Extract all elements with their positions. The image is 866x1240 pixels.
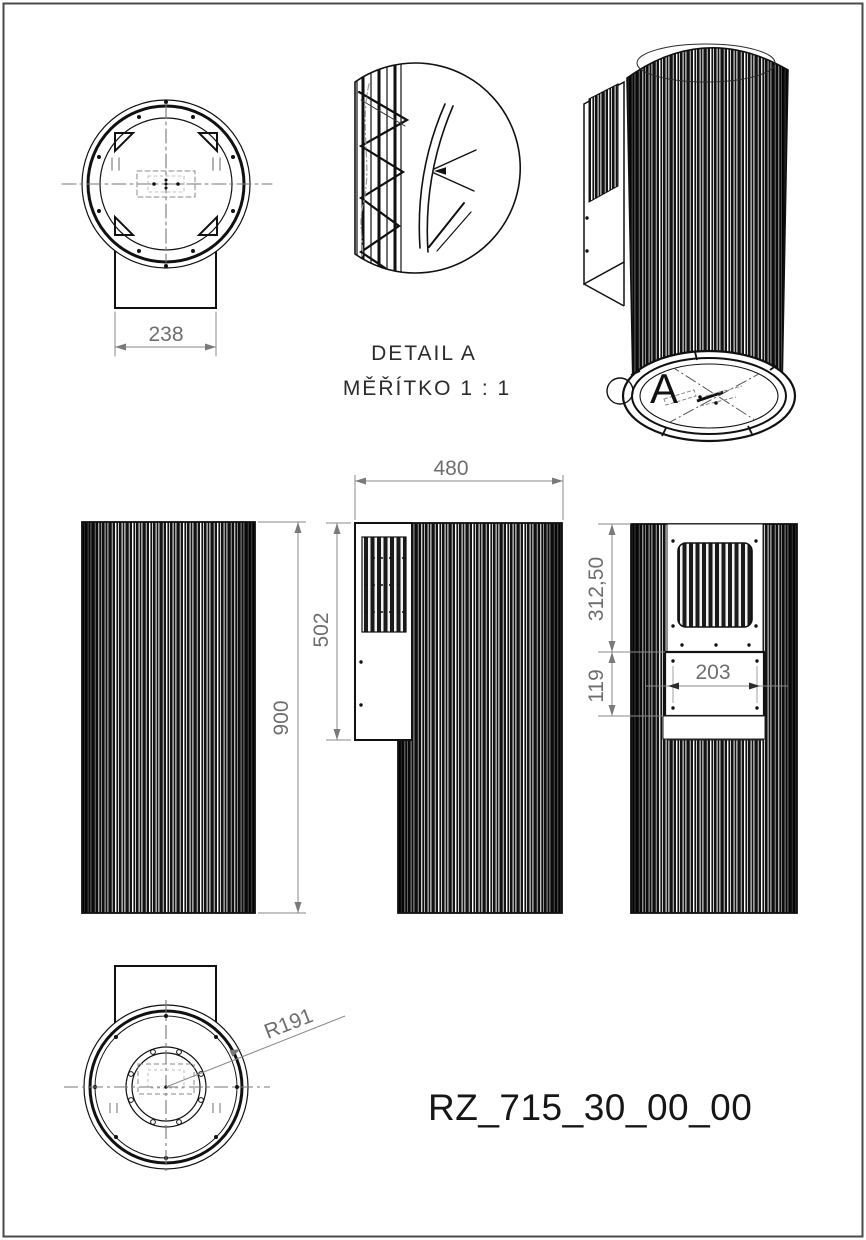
dim-502 — [310, 523, 351, 740]
dim-203-label: 203 — [695, 661, 731, 684]
iso-cylinder-body — [627, 44, 788, 392]
rear-view-vent-grille — [678, 543, 752, 627]
front-view — [82, 522, 306, 913]
dim-900 — [258, 522, 306, 913]
rear-view — [585, 524, 797, 913]
iso-back-plate — [584, 82, 624, 306]
detail-view — [343, 60, 520, 400]
top-view — [62, 100, 272, 356]
dim-480-label: 480 — [433, 457, 469, 480]
detail-view-scale: MĚŘÍTKO 1 : 1 — [342, 377, 512, 400]
part-number-label: RZ_715_30_00_00 — [428, 1087, 753, 1128]
detail-view-label: DETAIL A — [371, 342, 477, 365]
dim-312-50-label: 312,50 — [585, 556, 608, 622]
iso-plate-grille — [589, 84, 618, 202]
iso-view — [584, 44, 795, 441]
dim-238-label: 238 — [148, 323, 184, 346]
side-view-vent-grille — [362, 537, 406, 632]
bottom-view — [64, 966, 345, 1174]
dim-502-label: 502 — [310, 612, 333, 648]
iso-detail-marker-label: A — [649, 365, 679, 412]
dim-900-label: 900 — [270, 700, 293, 736]
dim-119-label: 119 — [585, 669, 608, 703]
side-view — [310, 457, 563, 913]
detail-fins — [357, 60, 401, 280]
dim-480 — [355, 457, 563, 520]
dim-238 — [115, 312, 216, 356]
rear-view-lower-band — [663, 716, 765, 739]
dim-r191-label: R191 — [261, 1004, 317, 1044]
